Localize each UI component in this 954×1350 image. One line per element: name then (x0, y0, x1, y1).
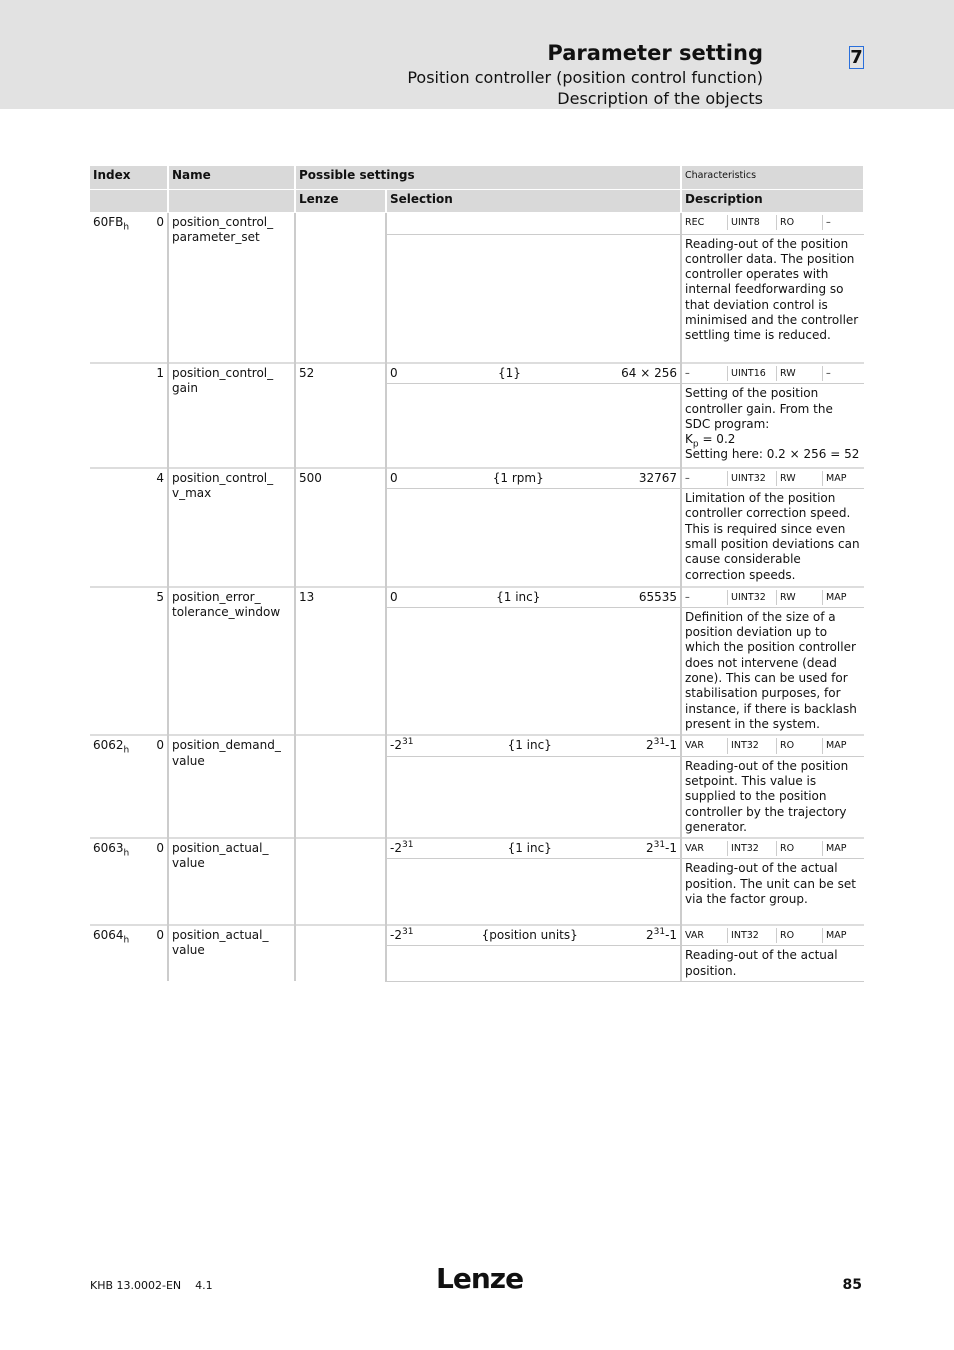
subindex-cell: 0 (156, 214, 165, 229)
object-table (90, 166, 865, 982)
name-cell: position_control_ gain (168, 363, 295, 468)
lenze-cell (295, 212, 386, 363)
name-cell: position_error_ tolerance_window (168, 587, 295, 736)
table-row (90, 363, 864, 384)
chapter-link[interactable]: 7 (850, 47, 863, 68)
description-cell: Definition of the size of a position deviation up to which the position controller does not intervene (dead zone). This can be used for stabilisation purposes, for instance, if there is backlash present in the system. (681, 607, 864, 735)
description-cell: Reading-out of the position controller data. The position controller operates with internal feedforwarding so that deviation control is minimised and the controller settling time is reduced. (681, 234, 864, 363)
name-cell: position_actual_ value (168, 925, 295, 981)
subindex-cell: 0 (150, 735, 168, 838)
subindex-cell: 0 (150, 925, 168, 981)
description-cell: Reading-out of the actual position. The unit can be set via the factor group. (681, 859, 864, 925)
table-row (90, 212, 864, 234)
lenze-cell: 13 (295, 587, 386, 736)
characteristics-cell: – UINT32 RW MAP (681, 587, 864, 608)
selection-cell: $-2^{31}$ {position units} $2^{31}-1$ (386, 925, 681, 946)
lenze-cell (295, 925, 386, 981)
col-characteristics: Characteristics (681, 166, 864, 189)
characteristics-cell: VAR INT32 RO MAP (681, 925, 864, 946)
col-selection: Selection (386, 189, 681, 212)
table-row (90, 838, 864, 859)
lenze-cell (295, 735, 386, 838)
col-possible: Possible settings (295, 166, 681, 189)
page-title: Parameter setting (547, 41, 763, 65)
characteristics-cell: VAR INT32 RO MAP (681, 735, 864, 756)
description-cell: Reading-out of the actual position. (681, 946, 864, 982)
name-cell: position_control_ parameter_set (168, 212, 295, 363)
index-cell: $60FB_h$ (93, 214, 130, 232)
characteristics-cell: VAR INT32 RO MAP (681, 838, 864, 859)
selection-cell (386, 212, 681, 234)
subindex-cell: 0 (150, 838, 168, 925)
description-cell: Limitation of the position controller correction speed. This is required since even small position deviations can cause considerable correction speeds. (681, 489, 864, 587)
lenze-logo: Lenze (436, 1262, 524, 1295)
table-row (90, 468, 864, 489)
lenze-cell: 500 (295, 468, 386, 587)
table-row (90, 735, 864, 756)
index-cell: $6064_h$ (90, 925, 150, 981)
lenze-cell (295, 838, 386, 925)
selection-cell: 0 {1 rpm} 32767 (386, 468, 681, 489)
col-index: Index (90, 166, 168, 189)
description-cell: Reading-out of the position setpoint. This value is supplied to the position controller by the trajectory generator. (681, 756, 864, 838)
section-subtitle: Position controller (position control function) (407, 68, 763, 87)
section-subtitle-2: Description of the objects (557, 89, 763, 108)
lenze-cell: 52 (295, 363, 386, 468)
selection-cell: $-2^{31}$ {1 inc} $2^{31}-1$ (386, 838, 681, 859)
description-cell: Setting of the position controller gain. From the SDC program: $K_p = 0.2$ Setting here: 0.2 × 256 = 52 (681, 384, 864, 468)
subindex-cell: 4 (150, 468, 168, 587)
characteristics-cell: – UINT32 RW MAP (681, 468, 864, 489)
name-cell: position_demand_ value (168, 735, 295, 838)
index-cell: $6063_h$ (90, 838, 150, 925)
subindex-cell: 1 (150, 363, 168, 468)
subindex-cell: 5 (150, 587, 168, 736)
selection-cell: $-2^{31}$ {1 inc} $2^{31}-1$ (386, 735, 681, 756)
characteristics-cell: REC UINT8 RO – (681, 212, 864, 234)
col-description: Description (681, 189, 864, 212)
table-row (90, 587, 864, 608)
selection-cell: 0 {1 inc} 65535 (386, 587, 681, 608)
page-number: 85 (842, 1277, 862, 1293)
col-lenze: Lenze (295, 189, 386, 212)
col-name: Name (168, 166, 295, 189)
name-cell: position_control_ v_max (168, 468, 295, 587)
name-cell: position_actual_ value (168, 838, 295, 925)
doc-reference: KHB 13.0002-EN 4.1 (90, 1279, 213, 1292)
selection-cell: 0 {1} 64 × 256 (386, 363, 681, 384)
table-row (90, 925, 864, 946)
header-band (0, 0, 954, 109)
characteristics-cell: – UINT16 RW – (681, 363, 864, 384)
index-cell: $6062_h$ (90, 735, 150, 838)
